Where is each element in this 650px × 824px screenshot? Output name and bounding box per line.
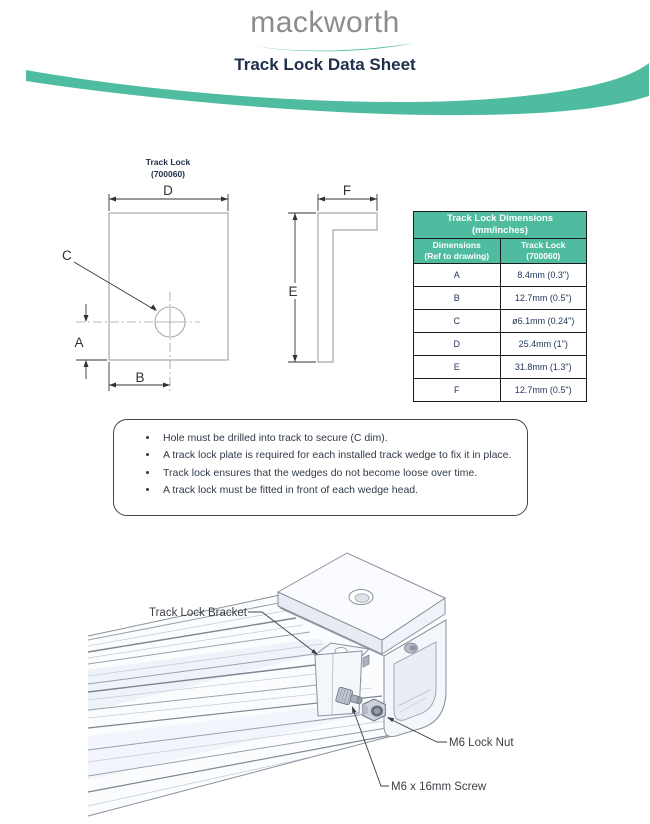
header-swoosh-band — [0, 62, 650, 118]
arrow — [293, 355, 298, 362]
side-peg — [405, 643, 418, 653]
assembly-isometric-drawing — [0, 540, 650, 824]
table-row — [414, 356, 587, 379]
col1-header-line1: Dimensions — [432, 239, 481, 250]
side-view-drawing — [285, 183, 377, 362]
table-header-row — [414, 239, 587, 264]
front-view-title: Track Lock — [145, 157, 191, 167]
dim-ref-cell: B — [414, 287, 501, 310]
m6-lock-nut — [363, 699, 386, 721]
dim-letter-F: F — [342, 183, 352, 198]
page-title: Track Lock Data Sheet — [234, 55, 416, 74]
dim-letter-D: D — [163, 183, 173, 198]
arrow — [370, 197, 377, 202]
col2-header-line2: (700060) — [526, 251, 561, 261]
screw-label: M6 x 16mm Screw — [391, 781, 487, 793]
dim-value-cell: 8.4mm (0.3") — [500, 264, 587, 287]
dim-ref-cell: C — [414, 310, 501, 333]
installation-notes-box — [113, 419, 528, 516]
dimensions-table — [413, 211, 587, 402]
note-item: • A track lock plate is required for each installed track wedge to fix it in place. — [159, 447, 513, 463]
dim-ref-cell: A — [414, 264, 501, 287]
col2-header-line1: Track Lock — [521, 239, 566, 250]
dim-letter-E: E — [288, 284, 298, 299]
brand-logo: mackworth — [250, 6, 400, 39]
note-item: • Hole must be drilled into track to secure (C dim). — [159, 430, 513, 446]
logo-swoosh-graphic — [252, 41, 416, 54]
table-row — [414, 379, 587, 402]
dim-value-cell: ø6.1mm (0.24") — [500, 310, 587, 333]
arrow — [109, 197, 116, 202]
table-row — [414, 287, 587, 310]
arrow — [293, 213, 298, 220]
arrow — [84, 360, 89, 367]
dim-ref-cell: F — [414, 379, 501, 402]
arrow — [109, 383, 116, 388]
arrow — [163, 383, 170, 388]
table-row — [414, 310, 587, 333]
dim-value-cell: 31.8mm (1.3") — [500, 356, 587, 379]
dim-letter-B: B — [135, 370, 145, 385]
dim-value-cell: 25.4mm (1") — [500, 333, 587, 356]
plate-outline — [109, 213, 228, 360]
table-title-row — [414, 212, 587, 239]
dim-value-cell: 12.7mm (0.5") — [500, 379, 587, 402]
dim-ref-cell: D — [414, 333, 501, 356]
table-title-line1: Track Lock Dimensions — [446, 212, 554, 224]
front-view-drawing — [62, 157, 228, 392]
bracket-label: Track Lock Bracket — [149, 607, 247, 619]
note-item: • Track lock ensures that the wedges do not become loose over time. — [159, 465, 513, 481]
col1-header-line2: (Ref to drawing) — [424, 251, 490, 261]
dim-letter-A: A — [74, 335, 84, 350]
dim-ref-cell: E — [414, 356, 501, 379]
arrow — [221, 197, 228, 202]
angle-profile-outline — [318, 213, 377, 362]
dim-value-cell: 12.7mm (0.5") — [500, 287, 587, 310]
note-item: • A track lock must be fitted in front of each wedge head. — [159, 482, 513, 498]
table-row — [414, 333, 587, 356]
arrow — [318, 197, 325, 202]
table-row — [414, 264, 587, 287]
front-view-part-number: (700060) — [150, 169, 186, 179]
arrow — [84, 315, 89, 322]
notes-list — [159, 430, 513, 498]
table-title-line2: (mm/inches) — [472, 225, 528, 236]
dim-letter-C: C — [62, 248, 72, 263]
nut-label: M6 Lock Nut — [449, 737, 514, 749]
